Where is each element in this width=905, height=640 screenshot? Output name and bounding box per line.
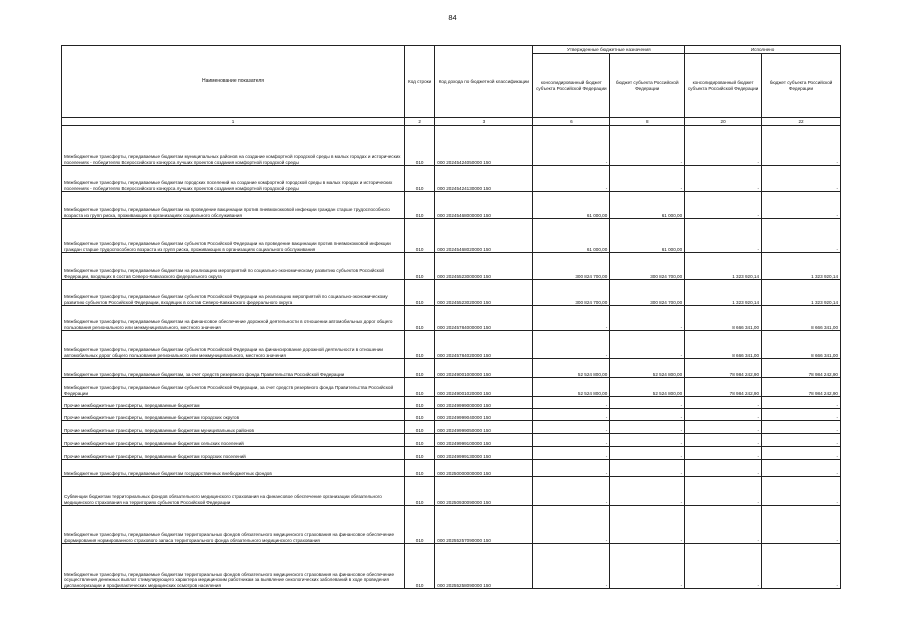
approved-consolidated-value: 61 000,00: [533, 192, 610, 219]
line-code: 010: [404, 219, 434, 253]
approved-consolidated-value: -: [533, 460, 610, 477]
approved-consolidated-value: 61 000,00: [533, 219, 610, 253]
approved-consolidated-value: -: [533, 447, 610, 460]
executed-subject-value: 78 984 242,90: [762, 359, 841, 378]
income-code: 000 20245523000000 150: [435, 253, 533, 280]
budget-execution-table: [61, 45, 841, 589]
line-code: 010: [404, 544, 434, 589]
line-code: 010: [404, 460, 434, 477]
executed-subject-value: -: [762, 219, 841, 253]
approved-consolidated-value: -: [533, 397, 610, 409]
header-approved-group: Утвержденные бюджетные назначения: [533, 46, 685, 54]
approved-consolidated-value: -: [533, 331, 610, 359]
executed-subject-value: 8 666 341,00: [762, 306, 841, 331]
income-code: 000 20245784000000 150: [435, 306, 533, 331]
indicator-name: Межбюджетные трансферты, передаваемые бюджетам на проведение вакцинации против пневмококковой инфекции граждан старше трудоспособного возраста из групп риска, проживающих в организациях социального обслуживания: [62, 192, 405, 219]
table-row: [62, 421, 841, 434]
approved-consolidated-value: 52 524 800,00: [533, 359, 610, 378]
line-code: 010: [404, 447, 434, 460]
column-number: 1: [62, 118, 405, 126]
line-code: 010: [404, 421, 434, 434]
indicator-name: Межбюджетные трансферты, передаваемые бюджетам, за счет средств резервного фонда Правительства Российской Федерации: [62, 359, 405, 378]
table-row: [62, 219, 841, 253]
header-executed-subject: бюджет субъекта Российской Федерации: [762, 54, 841, 118]
line-code: 010: [404, 378, 434, 397]
approved-subject-value: -: [610, 544, 685, 589]
table-row: [62, 409, 841, 421]
executed-consolidated-value: -: [685, 409, 762, 421]
approved-subject-value: -: [610, 434, 685, 447]
approved-subject-value: 61 000,00: [610, 192, 685, 219]
executed-consolidated-value: 8 666 341,00: [685, 306, 762, 331]
line-code: 010: [404, 477, 434, 506]
header-executed-consolidated: консолидированный бюджет субъекта Российской Федерации: [685, 54, 762, 118]
executed-subject-value: -: [762, 192, 841, 219]
approved-subject-value: -: [610, 477, 685, 506]
executed-consolidated-value: -: [685, 421, 762, 434]
column-number: 3: [435, 118, 533, 126]
header-executed-group: Исполнено: [685, 46, 841, 54]
executed-consolidated-value: 1 323 920,14: [685, 280, 762, 306]
table-row: [62, 306, 841, 331]
approved-consolidated-value: -: [533, 544, 610, 589]
executed-consolidated-value: 78 984 242,90: [685, 378, 762, 397]
line-code: 010: [404, 280, 434, 306]
income-code: 000 20245424050000 150: [435, 126, 533, 166]
line-code: 010: [404, 166, 434, 192]
indicator-name: Межбюджетные трансферты, передаваемые бюджетам субъектов Российской Федерации на реализацию мероприятий по социально-экономическому развитию субъектов Российской Федерации, входящих в состав Северо-Кавказского федерального округа: [62, 280, 405, 306]
indicator-name: Межбюджетные трансферты, передаваемые бюджетам субъектов Российской Федерации на финансирование дорожной деятельности в отношении автомобильных дорог общего пользования регионального или межмуниципального, местного значения: [62, 331, 405, 359]
income-code: 000 20255257090000 150: [435, 506, 533, 544]
column-number: 6: [533, 118, 610, 126]
approved-subject-value: -: [610, 126, 685, 166]
executed-subject-value: -: [762, 397, 841, 409]
table-row: [62, 359, 841, 378]
executed-subject-value: -: [762, 434, 841, 447]
approved-subject-value: -: [610, 409, 685, 421]
header-approved-subject: бюджет субъекта Российской Федерации: [610, 54, 685, 118]
table-row: [62, 506, 841, 544]
table-row: [62, 434, 841, 447]
approved-subject-value: -: [610, 421, 685, 434]
header-income-code: Код дохода по бюджетной классификации: [435, 46, 533, 118]
income-code: 000 20245468000000 150: [435, 192, 533, 219]
line-code: 010: [404, 409, 434, 421]
header-line-code: Код строки: [404, 46, 434, 118]
executed-consolidated-value: -: [685, 219, 762, 253]
income-code: 000 20250930090000 150: [435, 477, 533, 506]
indicator-name: Межбюджетные трансферты, передаваемые бюджетам государственных внебюджетных фондов: [62, 460, 405, 477]
table-row: [62, 166, 841, 192]
approved-consolidated-value: -: [533, 506, 610, 544]
income-code: 000 20245523020000 150: [435, 280, 533, 306]
approved-subject-value: 300 824 700,00: [610, 280, 685, 306]
approved-subject-value: 300 824 700,00: [610, 253, 685, 280]
income-code: 000 20249001000000 150: [435, 359, 533, 378]
approved-consolidated-value: -: [533, 421, 610, 434]
executed-consolidated-value: -: [685, 544, 762, 589]
approved-consolidated-value: -: [533, 434, 610, 447]
table-row: [62, 378, 841, 397]
table-row: [62, 192, 841, 219]
income-code: 000 20249999050000 150: [435, 421, 533, 434]
approved-consolidated-value: 300 824 700,00: [533, 280, 610, 306]
income-code: 000 20249001020000 150: [435, 378, 533, 397]
approved-subject-value: -: [610, 447, 685, 460]
executed-subject-value: -: [762, 544, 841, 589]
executed-consolidated-value: -: [685, 477, 762, 506]
executed-subject-value: 1 323 920,14: [762, 253, 841, 280]
executed-consolidated-value: -: [685, 126, 762, 166]
table-row: [62, 331, 841, 359]
executed-consolidated-value: -: [685, 447, 762, 460]
executed-subject-value: 8 666 341,00: [762, 331, 841, 359]
indicator-name: Прочие межбюджетные трансферты, передаваемые бюджетам городских округов: [62, 409, 405, 421]
executed-subject-value: -: [762, 421, 841, 434]
line-code: 010: [404, 359, 434, 378]
approved-consolidated-value: -: [533, 166, 610, 192]
table-row: [62, 397, 841, 409]
indicator-name: Межбюджетные трансферты, передаваемые бюджетам субъектов Российской Федерации, за счет средств резервного фонда Правительства Российской Федерации: [62, 378, 405, 397]
header-approved-consolidated: консолидированный бюджет субъекта Российской Федерации: [533, 54, 610, 118]
executed-subject-value: -: [762, 409, 841, 421]
column-number: 2: [404, 118, 434, 126]
table-row: [62, 447, 841, 460]
executed-consolidated-value: -: [685, 397, 762, 409]
income-code: 000 20249999000000 150: [435, 397, 533, 409]
executed-subject-value: 78 984 242,90: [762, 378, 841, 397]
approved-consolidated-value: -: [533, 409, 610, 421]
column-number: 8: [610, 118, 685, 126]
executed-subject-value: 1 323 920,14: [762, 280, 841, 306]
executed-consolidated-value: -: [685, 460, 762, 477]
income-code: 000 20249999100000 150: [435, 434, 533, 447]
approved-subject-value: -: [610, 331, 685, 359]
column-number-row: [62, 118, 841, 126]
line-code: 010: [404, 126, 434, 166]
table-row: [62, 460, 841, 477]
line-code: 010: [404, 331, 434, 359]
approved-subject-value: 61 000,00: [610, 219, 685, 253]
indicator-name: Прочие межбюджетные трансферты, передаваемые бюджетам сельских поселений: [62, 434, 405, 447]
executed-consolidated-value: 8 666 341,00: [685, 331, 762, 359]
executed-subject-value: -: [762, 477, 841, 506]
approved-subject-value: -: [610, 460, 685, 477]
executed-consolidated-value: -: [685, 434, 762, 447]
executed-consolidated-value: -: [685, 192, 762, 219]
approved-subject-value: -: [610, 166, 685, 192]
header-name: Наименование показателя: [62, 46, 405, 118]
table-row: [62, 544, 841, 589]
income-code: 000 20255258090000 150: [435, 544, 533, 589]
income-code: 000 20250000000000 150: [435, 460, 533, 477]
executed-subject-value: -: [762, 447, 841, 460]
indicator-name: Межбюджетные трансферты, передаваемые бюджетам на реализацию мероприятий по социально-экономическому развитию субъектов Российской Федерации, входящих в состав Северо-Кавказского федерального округа: [62, 253, 405, 280]
income-code: 000 20249999040000 150: [435, 409, 533, 421]
indicator-name: Межбюджетные трансферты, передаваемые бюджетам муниципальных районов на создание комфортной городской среды в малых городах и исторических поселениях - победителях Всероссийского конкурса лучших проектов создания комфортной городской среды: [62, 126, 405, 166]
executed-consolidated-value: 78 984 242,90: [685, 359, 762, 378]
table-row: [62, 477, 841, 506]
executed-subject-value: -: [762, 506, 841, 544]
indicator-name: Межбюджетные трансферты, передаваемые бюджетам субъектов Российской Федерации на проведение вакцинации против пневмококковой инфекции граждан старше трудоспособного возраста из групп риска, проживающих в организациях социального обслуживания: [62, 219, 405, 253]
indicator-name: Межбюджетные трансферты, передаваемые бюджетам на финансовое обеспечение дорожной деятельности в отношении автомобильных дорог общего пользования регионального или межмуниципального, местного значения: [62, 306, 405, 331]
indicator-name: Прочие межбюджетные трансферты, передаваемые бюджетам городских поселений: [62, 447, 405, 460]
executed-consolidated-value: 1 323 920,14: [685, 253, 762, 280]
line-code: 010: [404, 397, 434, 409]
approved-consolidated-value: -: [533, 306, 610, 331]
executed-consolidated-value: -: [685, 166, 762, 192]
line-code: 010: [404, 506, 434, 544]
column-number: 20: [685, 118, 762, 126]
table-row: [62, 253, 841, 280]
table-row: [62, 280, 841, 306]
line-code: 010: [404, 434, 434, 447]
approved-subject-value: -: [610, 506, 685, 544]
line-code: 010: [404, 306, 434, 331]
approved-consolidated-value: -: [533, 477, 610, 506]
approved-consolidated-value: 52 524 800,00: [533, 378, 610, 397]
indicator-name: Субвенции бюджетам территориальных фондов обязательного медицинского страхования на финансовое обеспечение организации обязательного медицинского страхования на территориях субъектов Российской Федерации: [62, 477, 405, 506]
income-code: 000 20249999130000 150: [435, 447, 533, 460]
income-code: 000 20245784020000 150: [435, 331, 533, 359]
line-code: 010: [404, 192, 434, 219]
approved-subject-value: 52 524 800,00: [610, 378, 685, 397]
column-number: 22: [762, 118, 841, 126]
income-code: 000 20245468020000 150: [435, 219, 533, 253]
indicator-name: Прочие межбюджетные трансферты, передаваемые бюджетам муниципальных районов: [62, 421, 405, 434]
line-code: 010: [404, 253, 434, 280]
executed-subject-value: -: [762, 126, 841, 166]
indicator-name: Прочие межбюджетные трансферты, передаваемые бюджетам: [62, 397, 405, 409]
approved-consolidated-value: -: [533, 126, 610, 166]
executed-subject-value: -: [762, 166, 841, 192]
indicator-name: Межбюджетные трансферты, передаваемые бюджетам территориальных фондов обязательного медицинского страхования на финансовое обеспечение осуществления денежных выплат стимулирующего характера медицинским работникам за выявление онкологических заболеваний в ходе проведения диспансеризации и профилактических медицинских осмотров населения: [62, 544, 405, 589]
approved-consolidated-value: 300 824 700,00: [533, 253, 610, 280]
executed-consolidated-value: -: [685, 506, 762, 544]
income-code: 000 20245424130000 150: [435, 166, 533, 192]
table-row: [62, 126, 841, 166]
page-number: 84: [448, 13, 457, 22]
executed-subject-value: -: [762, 460, 841, 477]
approved-subject-value: -: [610, 306, 685, 331]
indicator-name: Межбюджетные трансферты, передаваемые бюджетам территориальных фондов обязательного медицинского страхования на финансовое обеспечение формирования нормированного страхового запаса территориального фонда обязательного медицинского страхования: [62, 506, 405, 544]
indicator-name: Межбюджетные трансферты, передаваемые бюджетам городских поселений на создание комфортной городской среды в малых городах и исторических поселениях - победителях Всероссийского конкурса лучших проектов создания комфортной городской среды: [62, 166, 405, 192]
approved-subject-value: -: [610, 397, 685, 409]
approved-subject-value: 52 524 800,00: [610, 359, 685, 378]
